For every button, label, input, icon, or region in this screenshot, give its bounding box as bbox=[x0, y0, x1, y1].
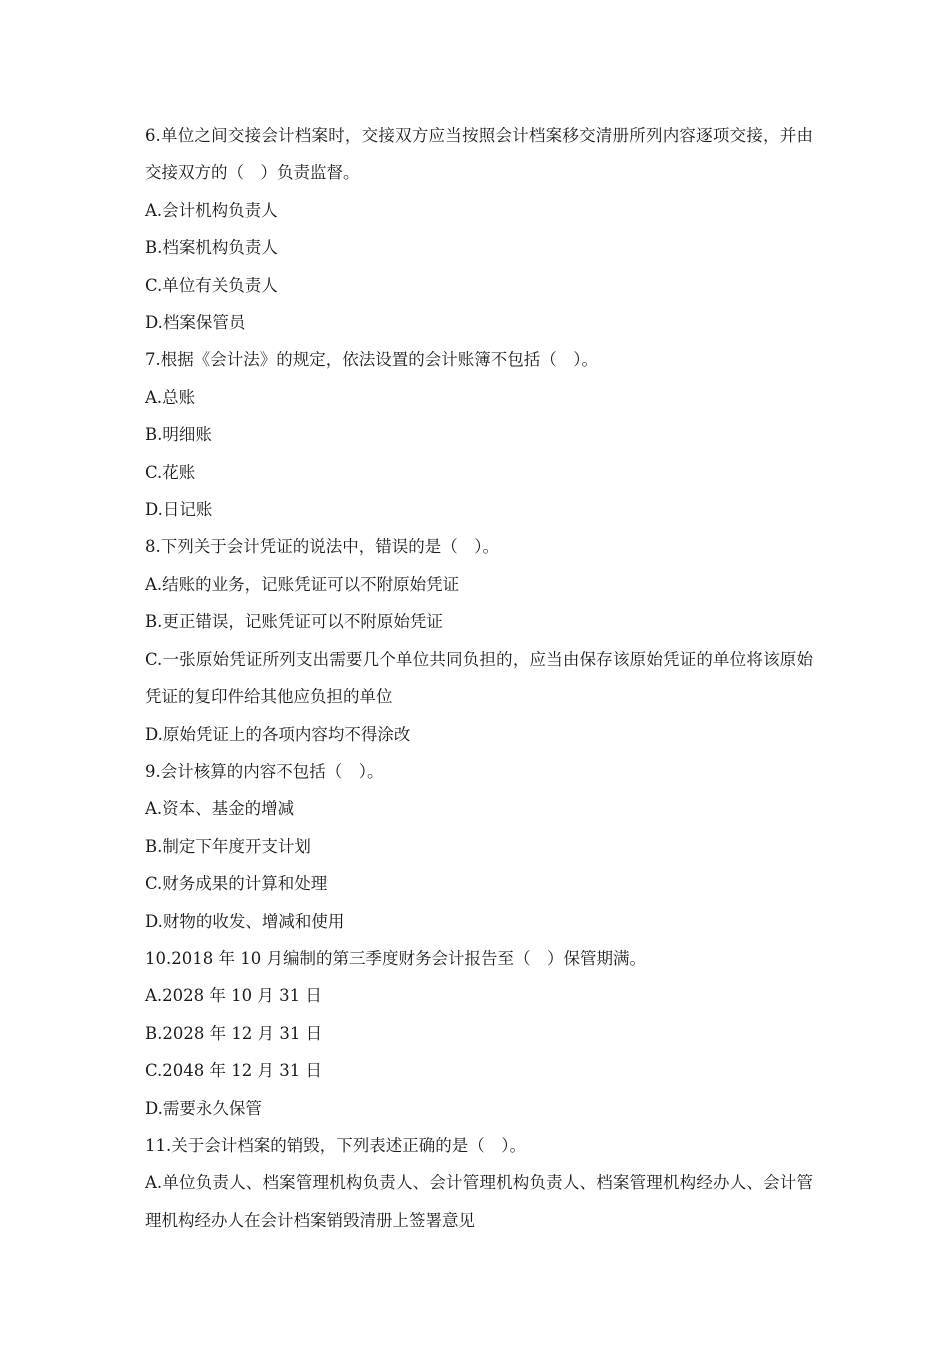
question-stem: 11.关于会计档案的销毁，下列表述正确的是（ ）。 bbox=[145, 1135, 526, 1155]
question-8 bbox=[145, 528, 813, 752]
option-c: C.财务成果的计算和处理 bbox=[145, 874, 328, 894]
option-a: A.2028 年 10 月 31 日 bbox=[145, 986, 322, 1006]
question-7 bbox=[145, 341, 813, 528]
question-11 bbox=[145, 1127, 813, 1239]
option-c: C.花账 bbox=[145, 462, 196, 482]
question-list bbox=[145, 117, 813, 1239]
option-b: B.2028 年 12 月 31 日 bbox=[145, 1023, 323, 1043]
option-a: A.会计机构负责人 bbox=[145, 200, 278, 220]
question-stem: 10.2018 年 10 月编制的第三季度财务会计报告至（ ）保管期满。 bbox=[145, 948, 646, 968]
option-a: A.资本、基金的增减 bbox=[145, 799, 295, 819]
option-d: D.原始凭证上的各项内容均不得涂改 bbox=[145, 724, 411, 744]
option-a: A.总账 bbox=[145, 387, 196, 407]
option-b: B.制定下年度开支计划 bbox=[145, 836, 311, 856]
option-b: B.档案机构负责人 bbox=[145, 238, 278, 258]
option-d: D.财物的收发、增减和使用 bbox=[145, 911, 345, 931]
option-c: C.一张原始凭证所列支出需要几个单位共同负担的，应当由保存该原始凭证的单位将该原始凭证的复印件给其他应负担的单位 bbox=[145, 649, 813, 707]
option-b: B.更正错误，记账凭证可以不附原始凭证 bbox=[145, 612, 443, 632]
option-c: C.单位有关负责人 bbox=[145, 275, 278, 295]
option-a: A.结账的业务，记账凭证可以不附原始凭证 bbox=[145, 574, 460, 594]
question-stem: 8.下列关于会计凭证的说法中，错误的是（ ）。 bbox=[145, 537, 499, 557]
option-d: D.日记账 bbox=[145, 500, 213, 520]
option-b: B.明细账 bbox=[145, 425, 212, 445]
question-6 bbox=[145, 117, 813, 341]
option-c: C.2048 年 12 月 31 日 bbox=[145, 1061, 322, 1081]
option-d: D.需要永久保管 bbox=[145, 1098, 262, 1118]
option-d: D.档案保管员 bbox=[145, 313, 246, 333]
question-stem: 6.单位之间交接会计档案时，交接双方应当按照会计档案移交清册所列内容逐项交接，并由交接双方的（ ）负责监督。 bbox=[145, 126, 813, 183]
option-a: A.单位负责人、档案管理机构负责人、会计管理机构负责人、档案管理机构经办人、会计管理机构经办人在会计档案销毁清册上签署意见 bbox=[145, 1173, 813, 1230]
question-stem: 7.根据《会计法》的规定，依法设置的会计账簿不包括（ ）。 bbox=[145, 350, 598, 370]
question-10 bbox=[145, 940, 813, 1127]
question-9 bbox=[145, 753, 813, 940]
question-stem: 9.会计核算的内容不包括（ ）。 bbox=[145, 761, 384, 781]
